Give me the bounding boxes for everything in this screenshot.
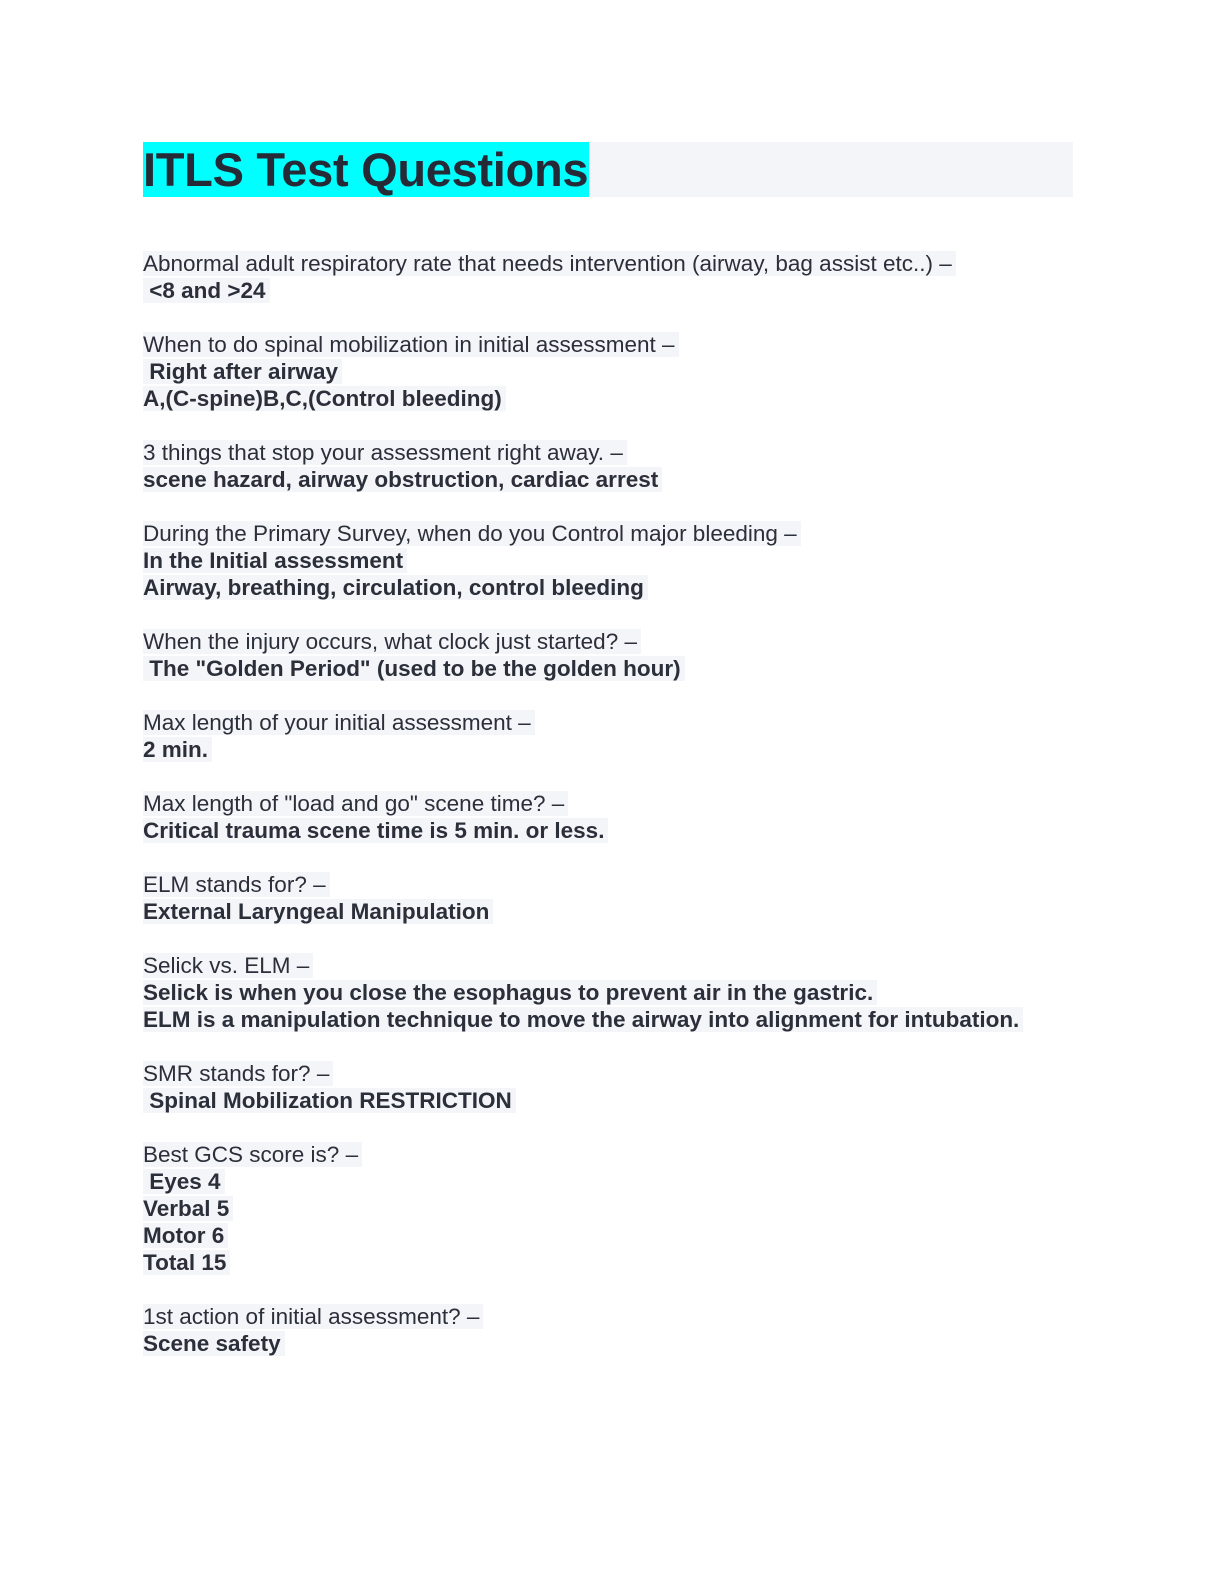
question-text: 1st action of initial assessment? – (143, 1304, 483, 1329)
answer-line (143, 385, 1073, 412)
title-bar (143, 142, 1073, 197)
answer-line (143, 547, 1073, 574)
answer-line (143, 817, 1073, 844)
qa-item (143, 250, 1073, 304)
answer-line (143, 1249, 1073, 1276)
answer-text: Airway, breathing, circulation, control bleeding (143, 575, 648, 600)
qa-item (143, 331, 1073, 412)
qa-item (143, 790, 1073, 844)
question-line (143, 331, 1073, 358)
answer-text: Spinal Mobilization RESTRICTION (143, 1088, 516, 1113)
question-text: 3 things that stop your assessment right away. – (143, 440, 627, 465)
question-text: Best GCS score is? – (143, 1142, 362, 1167)
question-line (143, 628, 1073, 655)
answer-text: scene hazard, airway obstruction, cardiac arrest (143, 467, 662, 492)
qa-item (143, 628, 1073, 682)
document-page (143, 142, 1073, 1384)
question-text: ELM stands for? – (143, 872, 330, 897)
answer-line (143, 898, 1073, 925)
answer-line (143, 574, 1073, 601)
answer-text: Right after airway (143, 359, 342, 384)
answer-line (143, 1087, 1073, 1114)
answer-line (143, 1222, 1073, 1249)
answer-text: 2 min. (143, 737, 212, 762)
answer-text: Scene safety (143, 1331, 285, 1356)
answer-text: Eyes 4 (143, 1169, 225, 1194)
question-line (143, 520, 1073, 547)
qa-item (143, 520, 1073, 601)
answer-text: A,(C-spine)B,C,(Control bleeding) (143, 386, 506, 411)
qa-item (143, 952, 1073, 1033)
question-text: SMR stands for? – (143, 1061, 333, 1086)
answer-line (143, 1330, 1073, 1357)
answer-text: Verbal 5 (143, 1196, 233, 1221)
qa-item (143, 1303, 1073, 1357)
question-line (143, 1060, 1073, 1087)
answer-text: The "Golden Period" (used to be the golden hour) (143, 656, 685, 681)
answer-line (143, 1006, 1073, 1033)
question-line (143, 439, 1073, 466)
answer-line (143, 979, 1073, 1006)
answer-text: ELM is a manipulation technique to move the airway into alignment for intubation. (143, 1007, 1023, 1032)
answer-line (143, 736, 1073, 763)
answer-text: Selick is when you close the esophagus to prevent air in the gastric. (143, 980, 877, 1005)
qa-item (143, 439, 1073, 493)
document-title: ITLS Test Questions (143, 143, 589, 196)
answer-text: <8 and >24 (143, 278, 270, 303)
question-text: Max length of "load and go" scene time? – (143, 791, 568, 816)
answer-line (143, 466, 1073, 493)
question-text: Max length of your initial assessment – (143, 710, 535, 735)
answer-line (143, 1195, 1073, 1222)
answer-line (143, 655, 1073, 682)
answer-text: Total 15 (143, 1250, 230, 1275)
answer-text: Motor 6 (143, 1223, 228, 1248)
qa-item (143, 1060, 1073, 1114)
qa-item (143, 709, 1073, 763)
question-line (143, 871, 1073, 898)
question-text: When to do spinal mobilization in initial assessment – (143, 332, 679, 357)
answer-line (143, 277, 1073, 304)
question-line (143, 709, 1073, 736)
answer-text: Critical trauma scene time is 5 min. or less. (143, 818, 608, 843)
question-text: Abnormal adult respiratory rate that needs intervention (airway, bag assist etc..) – (143, 251, 956, 276)
question-text: Selick vs. ELM – (143, 953, 313, 978)
question-text: When the injury occurs, what clock just started? – (143, 629, 641, 654)
answer-line (143, 358, 1073, 385)
answer-text: External Laryngeal Manipulation (143, 899, 493, 924)
qa-item (143, 1141, 1073, 1276)
question-line (143, 250, 1073, 277)
question-line (143, 790, 1073, 817)
qa-item (143, 871, 1073, 925)
question-line (143, 1303, 1073, 1330)
qa-list (143, 250, 1073, 1357)
answer-line (143, 1168, 1073, 1195)
question-line (143, 952, 1073, 979)
question-line (143, 1141, 1073, 1168)
answer-text: In the Initial assessment (143, 548, 407, 573)
question-text: During the Primary Survey, when do you Control major bleeding – (143, 521, 801, 546)
